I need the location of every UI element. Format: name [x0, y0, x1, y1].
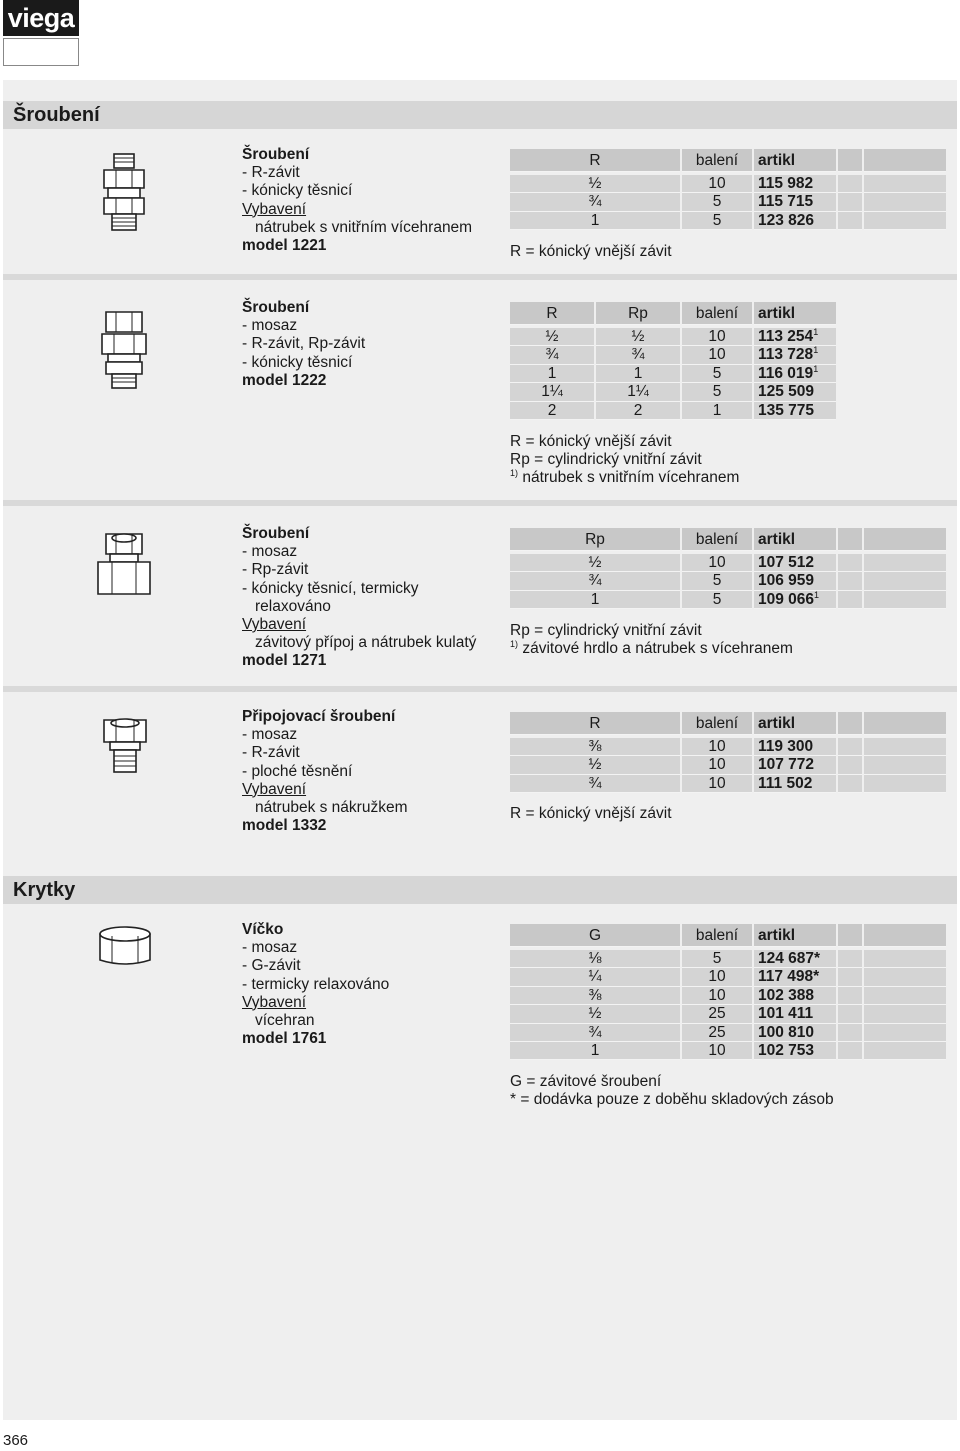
table-cell: 1: [547, 364, 557, 382]
table-row: [510, 193, 946, 211]
vybaveni-label: Vybavení: [242, 200, 307, 218]
table-row: [510, 402, 946, 420]
column-header: Rp: [628, 305, 648, 322]
section-divider: [3, 500, 957, 506]
product-table: [510, 924, 946, 1060]
table-cell: ½: [588, 175, 602, 192]
table-cell: 115 715: [758, 193, 814, 211]
table-cell: 124 687*: [758, 950, 821, 967]
table-cell: 5: [712, 383, 722, 401]
vybaveni-item: nátrubek s nákružkem: [255, 799, 408, 817]
table-cell: 106 959: [758, 572, 815, 590]
vybaveni-item: vícehran: [255, 1012, 315, 1030]
table-cell: ⅜: [588, 738, 602, 755]
product-table: [510, 712, 946, 793]
table-cell: ¾: [588, 572, 602, 590]
product-title: Víčko: [242, 921, 284, 938]
note-line: [510, 469, 739, 487]
product-description: [242, 525, 502, 671]
table-notes: [510, 622, 793, 658]
table-cell: ½: [588, 1005, 602, 1023]
table-header: [510, 712, 946, 735]
table-cell: 10: [708, 968, 726, 986]
product-table: [510, 149, 946, 230]
product-spec-line: relaxováno: [255, 597, 331, 615]
table-cell: 113 254: [758, 328, 814, 345]
table-cell: 1: [590, 1041, 600, 1059]
section-divider: [3, 274, 957, 280]
table-header: [510, 149, 946, 172]
table-row: [510, 365, 946, 383]
connection-fitting-icon: [102, 716, 148, 774]
product-model: model 1332: [242, 817, 327, 835]
product-spec-line: - mosaz: [242, 939, 298, 957]
column-header: balení: [695, 152, 739, 169]
product-spec-line: - ploché těsnění: [242, 762, 353, 780]
table-notes: [510, 805, 672, 823]
page-number: 366: [3, 1432, 29, 1449]
table-cell: ⅛: [588, 950, 602, 967]
table-row: [510, 987, 946, 1005]
table-cell: 10: [708, 738, 726, 755]
table-notes: [510, 1073, 834, 1109]
table-row: [510, 1042, 946, 1060]
column-header: balení: [695, 715, 739, 732]
product-table: [510, 528, 946, 609]
footnote-marker: 1: [813, 363, 819, 374]
table-cell: ¾: [631, 346, 645, 364]
table-cell: 116 019: [758, 364, 814, 382]
column-header: Rp: [585, 531, 605, 548]
table-cell: 10: [708, 346, 726, 364]
table-cell: 5: [712, 364, 722, 382]
table-row: [510, 738, 946, 756]
table-cell: ½: [588, 756, 602, 774]
product-title: Šroubení: [242, 525, 310, 542]
union-fitting-female-icon: [96, 530, 152, 600]
table-cell: 1: [590, 211, 600, 229]
footnote-text: závitové hrdlo a nátrubek s vícehranem: [522, 640, 793, 658]
column-header: artikl: [758, 152, 796, 169]
table-cell: 5: [712, 211, 722, 229]
product-title: Připojovací šroubení: [242, 708, 396, 725]
table-cell: ½: [631, 328, 645, 345]
table-cell: 119 300: [758, 738, 814, 755]
product-table: [510, 302, 946, 420]
table-cell: ½: [545, 328, 559, 345]
table-cell: ¾: [588, 193, 602, 211]
table-row: [510, 175, 946, 193]
product-model: model 1222: [242, 371, 327, 389]
table-cell: ¾: [588, 1023, 602, 1041]
column-header: artikl: [758, 531, 796, 548]
section-title-sroubeni: Šroubení: [3, 101, 957, 129]
product-model: model 1271: [242, 652, 327, 670]
note-line: R = kónický vnější závit: [510, 243, 672, 260]
table-header: [510, 302, 946, 325]
table-cell: 5: [712, 590, 722, 608]
footnote-text: nátrubek s vnitřním vícehranem: [522, 469, 740, 487]
column-header: artikl: [758, 927, 796, 944]
note-line: Rp = cylindrický vnitřní závit: [510, 451, 702, 469]
column-header: G: [588, 927, 602, 944]
column-header: balení: [695, 927, 739, 944]
union-fitting-male-female-icon: [100, 310, 148, 390]
table-cell: ⅜: [588, 986, 602, 1004]
table-header: [510, 528, 946, 551]
vybaveni-item: závitový přípoj a nátrubek kulatý: [255, 634, 477, 652]
product-spec-line: - kónicky těsnicí, termicky: [242, 579, 419, 597]
product-description: [242, 708, 502, 835]
note-line: * = dodávka pouze z doběhu skladových zásob: [510, 1091, 834, 1109]
footnote-marker: 1: [814, 589, 820, 600]
product-model: model 1221: [242, 237, 327, 255]
table-row: [510, 591, 946, 609]
table-cell: 5: [712, 193, 722, 211]
column-header: artikl: [758, 715, 796, 732]
table-cell: ¾: [545, 346, 559, 364]
table-cell: 102 753: [758, 1041, 815, 1059]
table-cell: 117 498*: [758, 968, 820, 986]
product-model: model 1761: [242, 1030, 327, 1048]
table-row: [510, 775, 946, 793]
table-cell: 100 810: [758, 1023, 815, 1041]
table-cell: 10: [708, 328, 726, 345]
table-notes: [510, 433, 739, 488]
table-cell: 123 826: [758, 211, 815, 229]
table-cell: 1: [712, 401, 722, 419]
table-row: [510, 346, 946, 364]
vybaveni-label: Vybavení: [242, 616, 307, 634]
table-cell: 1: [590, 590, 600, 608]
table-cell: 10: [708, 554, 726, 571]
note-line: G = závitové šroubení: [510, 1073, 662, 1090]
table-row: [510, 1024, 946, 1042]
brand-logo: [3, 0, 79, 66]
table-cell: 115 982: [758, 175, 814, 192]
product-spec-line: - R-závit: [242, 744, 300, 762]
section-divider: [3, 686, 957, 692]
table-cell: 10: [708, 986, 726, 1004]
logo-text: viega: [3, 0, 79, 36]
table-cell: 113 728: [758, 346, 814, 364]
footnote-marker: 1: [813, 345, 819, 356]
product-title: Šroubení: [242, 299, 310, 316]
column-header: balení: [695, 305, 739, 322]
table-cell: 10: [708, 1041, 726, 1059]
vybaveni-label: Vybavení: [242, 993, 307, 1011]
table-cell: 25: [708, 1005, 726, 1023]
section-title-krytky: Krytky: [3, 876, 957, 904]
product-spec-line: - R-závit: [242, 164, 300, 182]
table-cell: 5: [712, 572, 722, 590]
product-description: [242, 299, 502, 390]
table-cell: 1: [633, 364, 643, 382]
column-header: balení: [695, 531, 739, 548]
product-spec-line: - kónicky těsnicí: [242, 353, 353, 371]
table-cell: ½: [588, 554, 602, 571]
note-line: [510, 640, 793, 658]
table-cell: 109 066: [758, 590, 815, 608]
product-description: [242, 146, 502, 255]
footnote-marker: 1: [813, 327, 819, 337]
product-spec-line: - mosaz: [242, 726, 298, 744]
column-header: R: [589, 715, 601, 732]
product-spec-line: - termicky relaxováno: [242, 975, 390, 993]
hex-cap-icon: [98, 924, 152, 968]
table-row: [510, 756, 946, 774]
table-cell: 107 512: [758, 554, 815, 571]
table-cell: 1¼: [541, 383, 563, 401]
table-cell: ¾: [588, 774, 602, 792]
table-row: [510, 1005, 946, 1023]
union-fitting-male-icon: [100, 152, 148, 232]
table-cell: ¼: [588, 968, 602, 986]
table-cell: 101 411: [758, 1005, 814, 1023]
table-row: [510, 328, 946, 346]
column-header: R: [546, 305, 558, 322]
table-cell: 135 775: [758, 401, 815, 419]
table-cell: 107 772: [758, 756, 815, 774]
column-header: artikl: [758, 305, 796, 322]
note-line: R = kónický vnější závit: [510, 433, 672, 450]
table-notes: [510, 243, 672, 261]
product-spec-line: - mosaz: [242, 317, 298, 335]
note-line: Rp = cylindrický vnitřní závit: [510, 622, 702, 639]
note-line: R = kónický vnější závit: [510, 805, 672, 822]
table-row: [510, 950, 946, 968]
table-row: [510, 968, 946, 986]
table-cell: 1¼: [627, 383, 649, 401]
table-cell: 2: [633, 401, 643, 419]
table-row: [510, 383, 946, 401]
table-cell: 2: [547, 401, 557, 419]
logo-empty-box: [3, 38, 79, 66]
table-header: [510, 924, 946, 947]
vybaveni-item: nátrubek s vnitřním vícehranem: [255, 218, 473, 236]
product-spec-line: - mosaz: [242, 543, 298, 561]
table-row: [510, 572, 946, 590]
product-spec-line: - Rp-závit: [242, 561, 309, 579]
footnote-marker: 1): [510, 639, 519, 650]
table-cell: 10: [708, 756, 726, 774]
table-cell: 10: [708, 774, 726, 792]
table-cell: 5: [712, 950, 722, 967]
product-title: Šroubení: [242, 146, 310, 163]
table-cell: 125 509: [758, 383, 815, 401]
product-spec-line: - R-závit, Rp-závit: [242, 335, 366, 353]
table-cell: 102 388: [758, 986, 815, 1004]
table-row: [510, 554, 946, 572]
column-header: R: [589, 152, 601, 169]
table-cell: 111 502: [758, 774, 813, 792]
table-cell: 25: [708, 1023, 726, 1041]
product-description: [242, 921, 502, 1048]
footnote-marker: 1): [510, 468, 519, 479]
vybaveni-label: Vybavení: [242, 780, 307, 798]
product-spec-line: - kónicky těsnicí: [242, 182, 353, 200]
product-spec-line: - G-závit: [242, 957, 301, 975]
table-row: [510, 212, 946, 230]
table-cell: 10: [708, 175, 726, 192]
